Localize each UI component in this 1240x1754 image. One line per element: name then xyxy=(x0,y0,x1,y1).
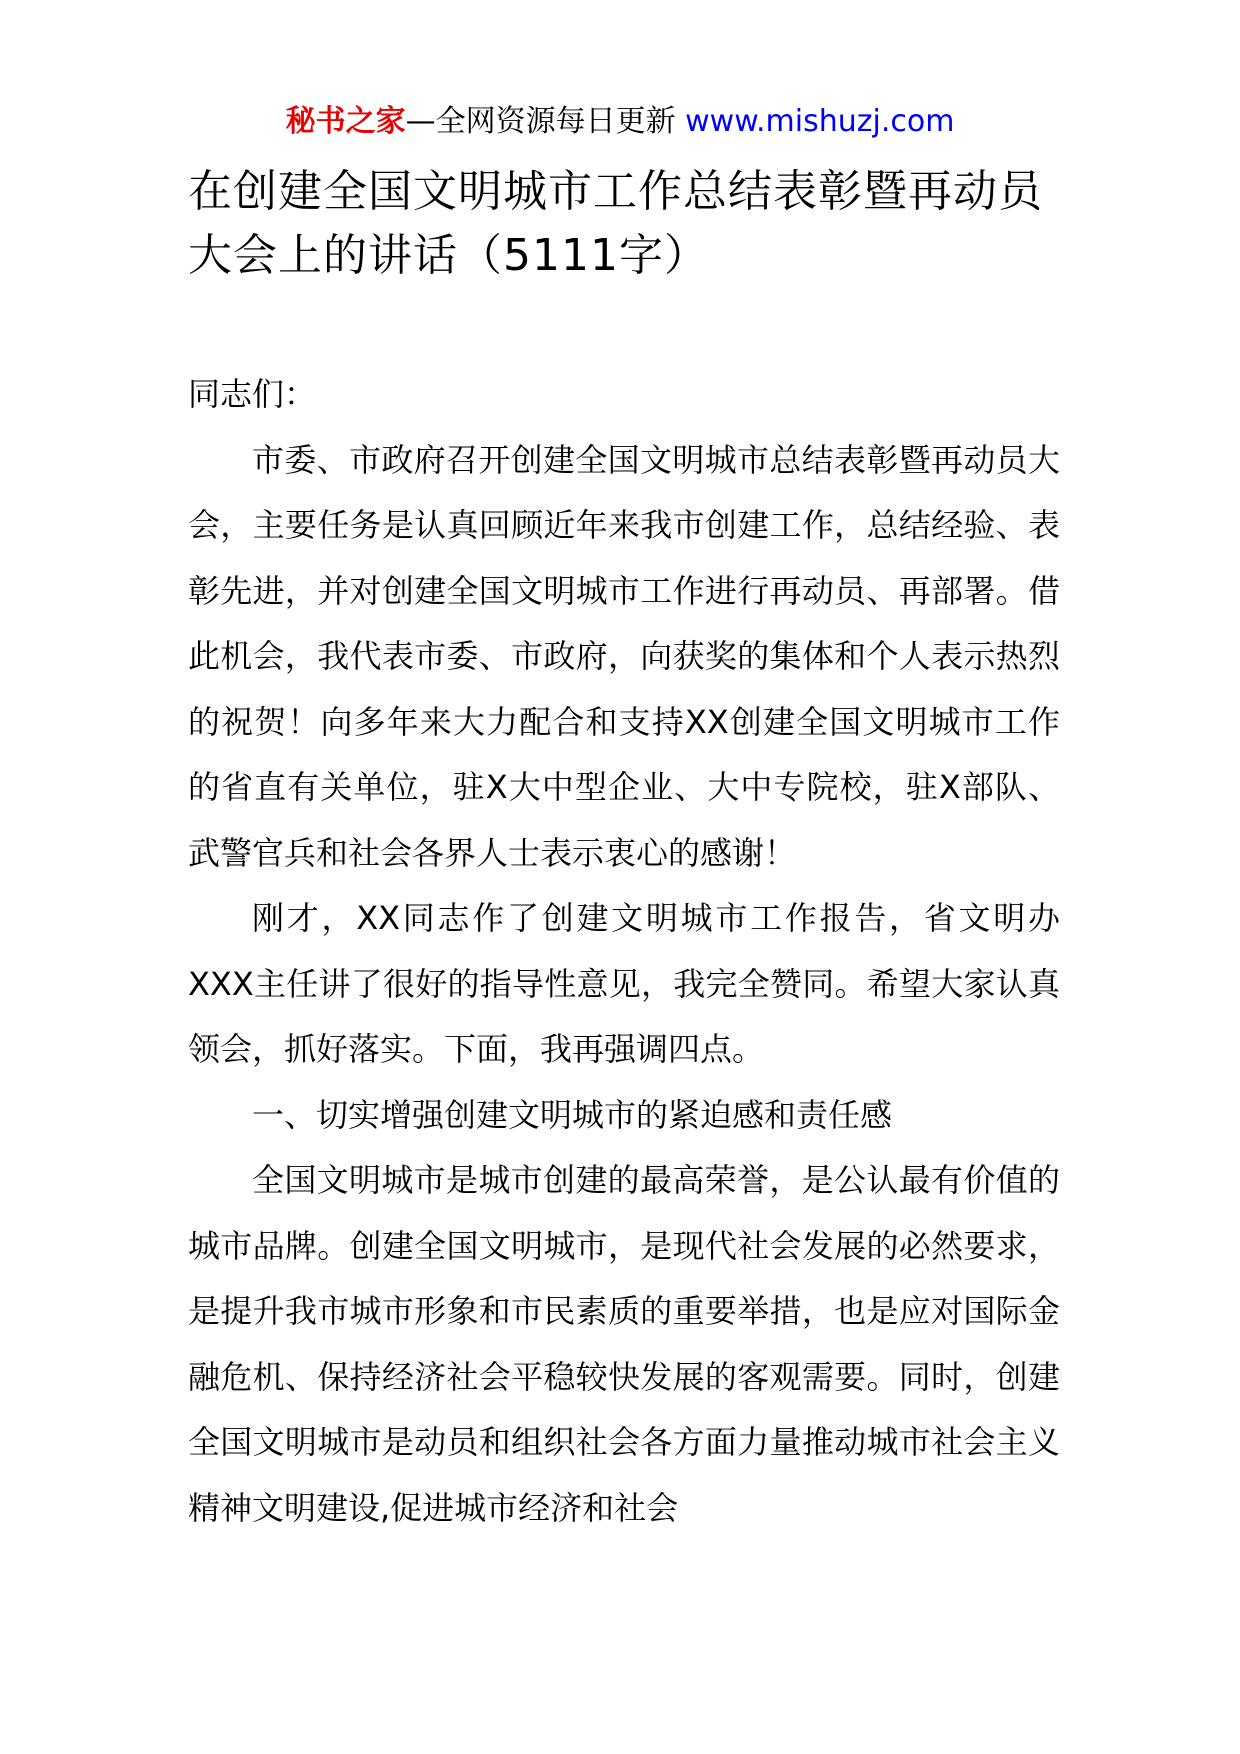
paragraph-1: 市委、市政府召开创建全国文明城市总结表彰暨再动员大会，主要任务是认真回顾近年来我市创建工作，总结经验、表彰先进，并对创建全国文明城市工作进行再动员、再部署。借此机会，我代表市委、市政府，向获奖的集体和个人表示热烈的祝贺！向多年来大力配合和支持XX创建全国文明城市工作的省直有关单位，驻X大中型企业、大中专院校，驻X部队、武警官兵和社会各界人士表示衷心的感谢！ xyxy=(188,440,1060,872)
section-paragraph-1: 全国文明城市是城市创建的最高荣誉，是公认最有价值的城市品牌。创建全国文明城市，是现代社会发展的必然要求，是提升我市城市形象和市民素质的重要举措，也是应对国际金融危机、保持经济社会平稳较快发展的客观需要。同时，创建全国文明城市是动员和组织社会各方面力量推动城市社会主义精神文明建设,促进城市经济和社会 xyxy=(188,1161,1060,1527)
header-url[interactable]: www.mishuzj.com xyxy=(685,104,955,139)
document-title: 在创建全国文明城市工作总结表彰暨再动员大会上的讲话（5111字） xyxy=(188,166,1043,281)
section-heading-1: 一、切实增强创建文明城市的紧迫感和责任感 xyxy=(252,1095,893,1134)
header-tagline: —全网资源每日更新 xyxy=(405,104,676,139)
paragraph-2: 刚才，XX同志作了创建文明城市工作报告，省文明办XXX主任讲了很好的指导性意见，我完全赞同。希望大家认真领会，抓好落实。下面，我再强调四点。 xyxy=(188,899,1060,1068)
document-body xyxy=(188,362,1060,1541)
brand-name: 秘书之家 xyxy=(285,104,406,139)
site-header xyxy=(0,100,1240,144)
salutation: 同志们： xyxy=(188,375,317,413)
